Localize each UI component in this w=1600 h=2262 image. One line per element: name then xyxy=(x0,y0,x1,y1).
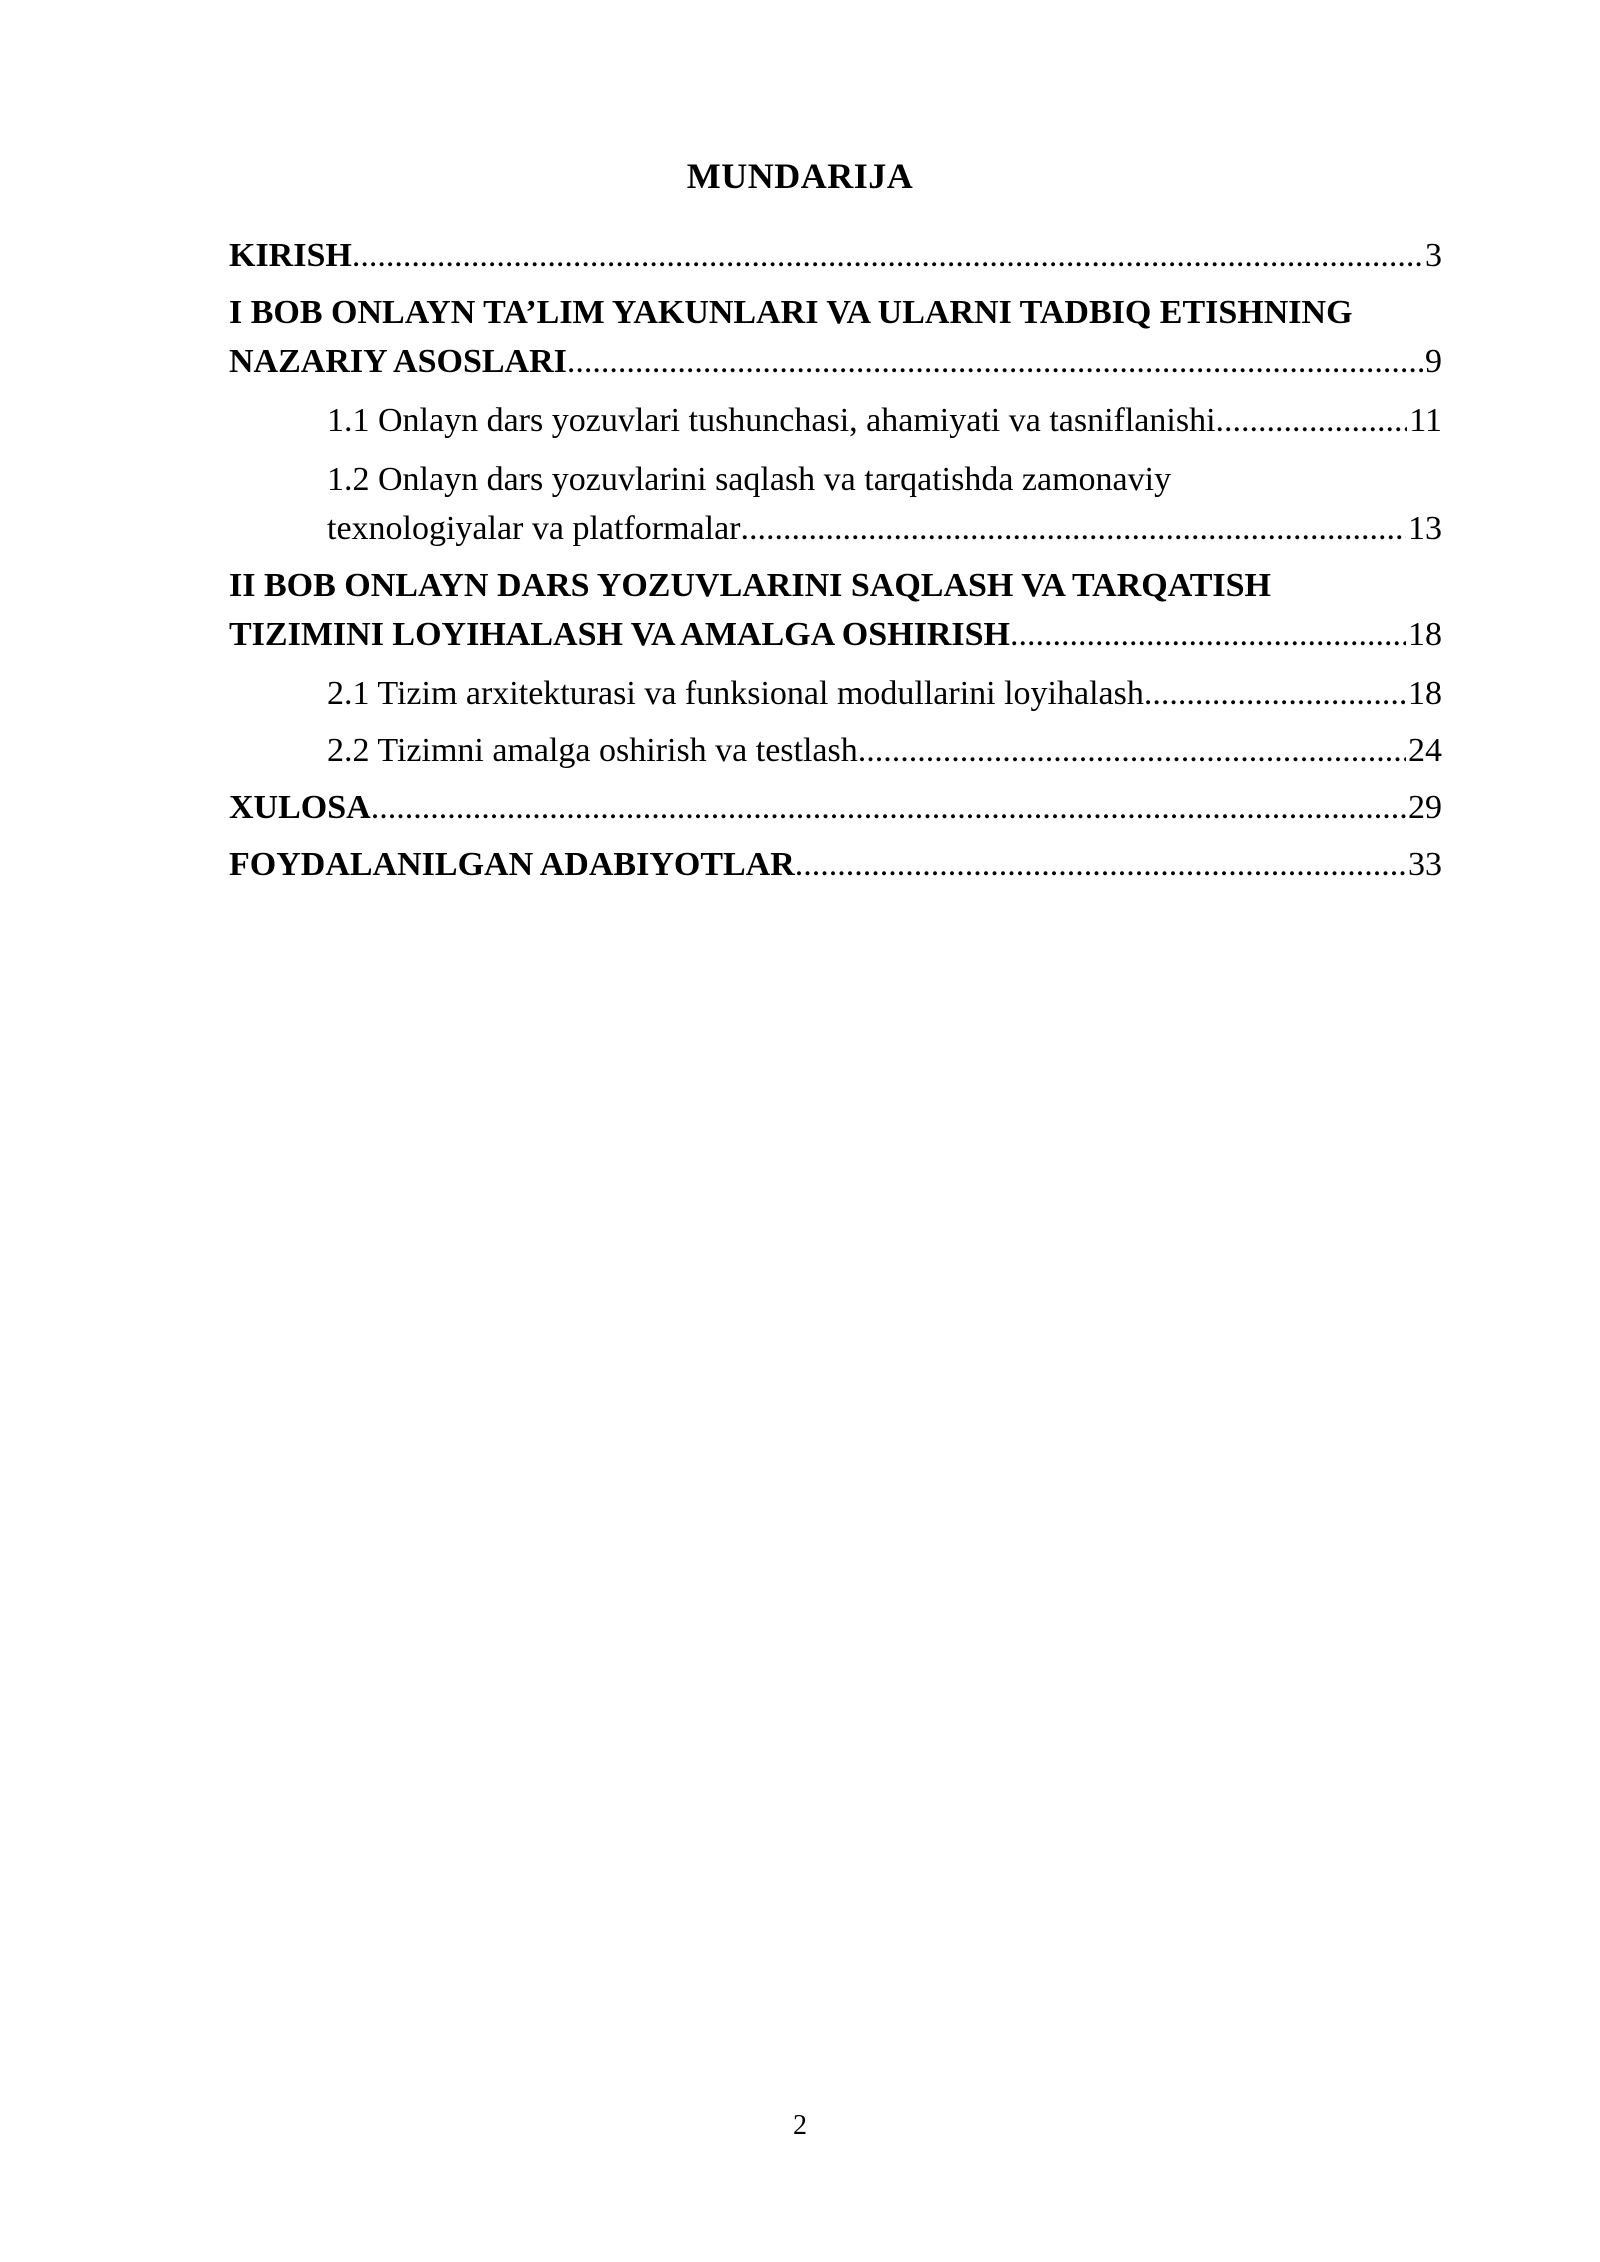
toc-entry-label-line1: II BOB ONLAYN DARS YOZUVLARINI SAQLASH VA TARQATISH xyxy=(229,567,1271,604)
toc-page-number: 33 xyxy=(1408,846,1442,883)
toc-page-number: 24 xyxy=(1408,732,1442,769)
toc-page-number: 18 xyxy=(1408,616,1442,653)
page-title: MUNDARIJA xyxy=(686,156,914,196)
dot-leader xyxy=(1216,396,1408,445)
toc-entry-section-2-2[interactable] xyxy=(229,726,1442,775)
toc-entry-label: 1.1 Onlayn dars yozuvlari tushunchasi, ahamiyati va tasniflanishi xyxy=(327,402,1216,439)
toc-entry-label: XULOSA xyxy=(229,789,371,826)
toc-entry-label: 2.2 Tizimni amalga oshirish va testlash xyxy=(327,732,858,769)
toc-entry-kirish[interactable] xyxy=(229,231,1442,280)
dot-leader xyxy=(1010,610,1406,659)
dot-leader xyxy=(352,231,1423,280)
toc-page-number: 3 xyxy=(1425,237,1442,274)
dot-leader xyxy=(741,504,1407,553)
dot-leader xyxy=(1144,669,1406,718)
table-of-contents xyxy=(229,231,1442,889)
toc-page-number: 13 xyxy=(1408,510,1442,547)
toc-entry-label-line1: I BOB ONLAYN TA’LIM YAKUNLARI VA ULARNI TADBIQ ETISHNING xyxy=(229,294,1353,331)
toc-entry-label: TIZIMINI LOYIHALASH VA AMALGA OSHIRISH xyxy=(229,616,1010,653)
toc-page-number: 18 xyxy=(1408,675,1442,712)
toc-entry-chapter-1[interactable] xyxy=(229,288,1442,386)
toc-entry-chapter-2[interactable] xyxy=(229,561,1442,659)
toc-entry-xulosa[interactable] xyxy=(229,783,1442,832)
toc-entry-label-line1: 1.2 Onlayn dars yozuvlarini saqlash va tarqatishda zamonaviy xyxy=(327,461,1172,498)
toc-entry-section-1-1[interactable] xyxy=(229,396,1442,445)
toc-page-number: 11 xyxy=(1409,402,1442,439)
toc-entry-label: NAZARIY ASOSLARI xyxy=(229,343,567,380)
toc-entry-label: FOYDALANILGAN ADABIYOTLAR xyxy=(229,846,795,883)
toc-entry-label: 2.1 Tizim arxitekturasi va funksional modullarini loyihalash xyxy=(327,675,1144,712)
dot-leader xyxy=(858,726,1406,775)
toc-entry-label: texnologiyalar va platformalar xyxy=(327,510,741,547)
page-number: 2 xyxy=(793,2110,807,2141)
dot-leader xyxy=(371,783,1406,832)
toc-entry-section-2-1[interactable] xyxy=(229,669,1442,718)
toc-entry-section-1-2[interactable] xyxy=(229,455,1442,553)
toc-page-number: 9 xyxy=(1425,343,1442,380)
toc-page-number: 29 xyxy=(1408,789,1442,826)
toc-entry-label: KIRISH xyxy=(229,237,352,274)
toc-entry-adabiyotlar[interactable] xyxy=(229,840,1442,889)
dot-leader xyxy=(567,337,1423,386)
dot-leader xyxy=(795,840,1406,889)
